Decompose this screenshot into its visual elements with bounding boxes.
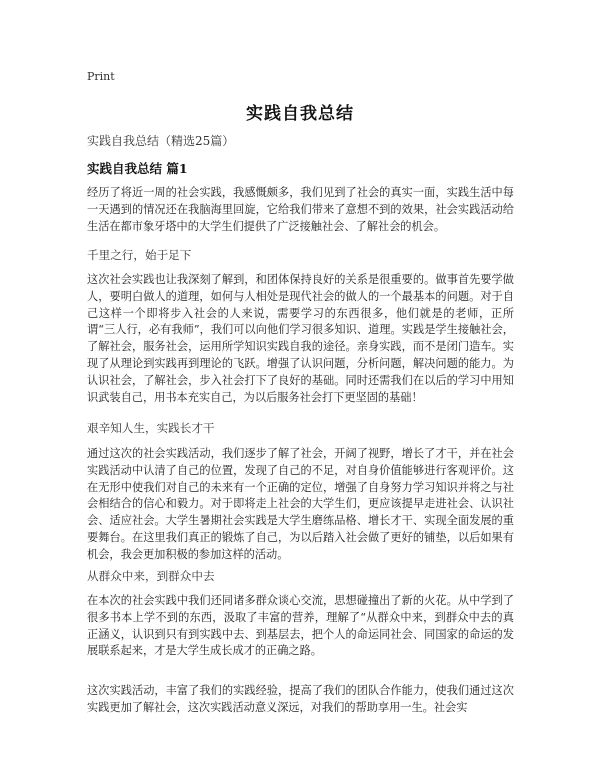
subheading-2: 艰辛知人生，实践长才干 — [87, 421, 215, 435]
document-title: 实践自我总结 — [246, 104, 354, 124]
document-subtitle: 实践自我总结（精选25篇） — [87, 134, 235, 148]
paragraph-5: 这次实践活动，丰富了我们的实践经验，提高了我们的团队合作能力，使我们通过这次实践更加了解社会，这次实践活动意义深远，对我们的帮助享用一生。社会实 — [87, 684, 514, 714]
print-link[interactable]: Print — [87, 70, 115, 83]
paragraph-1: 经历了将近一周的社会实践，我感慨颇多，我们见到了社会的真实一面，实践生活中每一天遇到的情况还在我脑海里回旋，它给我们带来了意想不到的效果，社会实践活动给生活在都市象牙塔中的大学生们提供了广泛接触社会、了解社会的机会。 — [87, 186, 514, 233]
paragraph-3: 通过这次的社会实践活动，我们逐步了解了社会，开阔了视野，增长了才干，并在社会实践活动中认清了自己的位置，发现了自己的不足，对自身价值能够进行客观评价。这在无形中使我们对自己的未来有一个正确的定位，增强了自身努力学习知识并将之与社会相结合的信心和毅力。对于即将走上社会的大学生们，更应该提早走进社会、认识社会、适应社会。大学生暑期社会实践是大学生磨练品格、增长才干、实现全面发展的重要舞台。在这里我们真正的锻炼了自己，为以后踏入社会做了更好的铺垫，以后如果有机会，我会更加积极的参加这样的活动。 — [87, 447, 514, 561]
section-heading: 实践自我总结 篇1 — [87, 161, 188, 176]
paragraph-4: 在本次的社会实践中我们还同诸多群众谈心交流，思想碰撞出了新的火花。从中学到了很多书本上学不到的东西，汲取了丰富的营养，理解了“从群众中来，到群众中去的真正涵义，认识到只有到实践中去、到基层去，把个人的命运同社会、同国家的命运的发展联系起来，才是大学生成长成才的正确之路。 — [87, 594, 514, 658]
subheading-3: 从群众中来，到群众中去 — [87, 569, 215, 583]
subheading-1: 千里之行，始于足下 — [87, 248, 192, 262]
paragraph-2: 这次社会实践也让我深刻了解到，和团体保持良好的关系是很重要的。做事首先要学做人，要明白做人的道理，如何与人相处是现代社会的做人的一个最基本的问题。对于自己这样一个即将步入社会的人来说，需要学习的东西很多，他们就是的老师，正所谓“三人行，必有我师”，我们可以向他们学习很多知识、道理。实践是学生接触社会，了解社会，服务社会，运用所学知识实践自我的途径。亲身实践，而不是闭门造车。实现了从理论到实践再到理论的飞跃。增强了认识问题，分析问题，解决问题的能力。为认识社会，了解社会，步入社会打下了良好的基础。同时还需我们在以后的学习中用知识武装自己，用书本充实自己，为以后服务社会打下更坚固的基础！ — [87, 273, 514, 404]
